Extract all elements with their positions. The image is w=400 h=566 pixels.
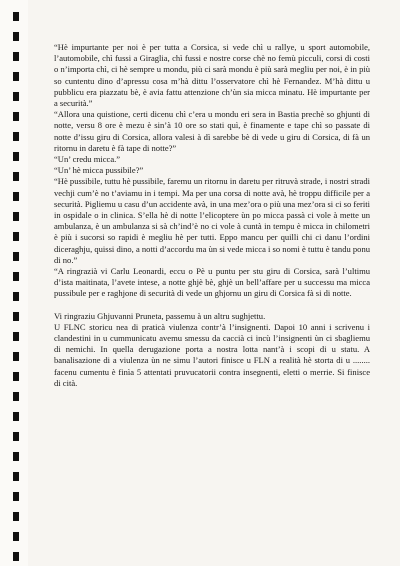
binding-hole <box>13 312 19 321</box>
spiral-binding <box>0 0 28 566</box>
binding-hole <box>13 392 19 401</box>
binding-hole <box>13 432 19 441</box>
paragraph: “Hè pussibile, tuttu hè pussibile, faremu un ritornu in daretu per ritruvà strade, i nostri stradi vechji cum’è no t’aviamu in i tempi. Ma per una corsa di notte avà, hè troppu difficile per a securità. Pigliemu u casu d’un accidente avà, in una mez’ora o più una mez’ora si ci so feriti in ospidale o in clinica. S’ella hè di notte l’elicoptere ùn po micca passà ci vole à mette un ambulanza, è un ambulanza si sà ch’ind’è no ci vole à cuntà in tempu è micca in chilometri è più i sucorsi so rapidi è megliu hè per tutti. Eppo mancu per quilli chi ci danu l’ordini diceraghju, quissi dino, a notti d’accordu ma ùn si vede micca i so nomi è tuttu è tandu ponu di no.” <box>54 176 370 265</box>
binding-hole <box>13 132 19 141</box>
paragraph: U FLNC storicu nea di praticà viulenza contr’à l’insignenti. Dapoi 10 anni i scrivenu i clandestini in u cummunicatu avemu smessu da caccià ci incù l’insignenti ùn ci sbagliemu di nemichi. In quella derugazione porta a nostra lotta nant’à i scopi di u statu. A banalisazione di a viulenza ùn ne simu l’autori finisce u FLN a realità hè storta di u ........ facenu cumentu è finìa 5 attentati pruvucatorii contra insegnenti, eletti o merrie. Si finisce di cità. <box>54 321 370 388</box>
binding-hole <box>13 452 19 461</box>
binding-hole <box>13 12 19 21</box>
binding-hole <box>13 92 19 101</box>
paragraph: “Allora una quistione, certi dicenu chì c’era u mondu eri sera in Bastia prechè so ghjunti di notte, versu 8 ore è mezu è sin’à 10 ore so stati quì, è finamente e tape chì so passate di notte d’issu giru di Corsica, allora valesi à dì sarebbe bè di vede u giru di Corsica, di fà un ritornu in daretu è fà tape di notte?” <box>54 109 370 153</box>
binding-hole <box>13 532 19 541</box>
binding-hole <box>13 232 19 241</box>
binding-hole <box>13 512 19 521</box>
binding-hole <box>13 412 19 421</box>
paragraph: “Hè impurtante per noi è per tutta a Corsica, si vede chì u rallye, u sport automobile, l’automobile, chì fussi a Giraglia, chì fussi e nostre corse chè no femù picculi, corsi di costi o n’importa chì, ci hè sempre u mondu, più ci sarà mondu è più sarà megliu per noi, è in più so cuntentu dino d’apressu cosa m’hà dittu l’osservatore chì hè Fernandez. M’hà dittu u pubblicu era piazzatu bè, è avia fattu attenzione ch’ùn sia micca minatu. Hè impurtante per a securità.” <box>54 42 370 109</box>
binding-hole <box>13 172 19 181</box>
binding-hole <box>13 332 19 341</box>
binding-hole <box>13 52 19 61</box>
binding-hole <box>13 32 19 41</box>
body-text <box>54 42 370 389</box>
binding-hole <box>13 112 19 121</box>
binding-hole <box>13 192 19 201</box>
paragraph: Vi ringraziu Ghjuvanni Pruneta, passemu à un altru sughjettu. <box>54 310 266 321</box>
binding-hole <box>13 292 19 301</box>
binding-hole <box>13 152 19 161</box>
paragraph-gap <box>54 300 370 311</box>
paragraph: “A ringrazià vi Carlu Leonardi, eccu o Pè u puntu per stu giru di Corsica, sarà l’ultimu d’ista maitinata, l’avete intese, a notte ghjè bè, ghjè un bell’affare per u successu ma micca pussibule per e raghjone di securità di vede un ghjornu un giru di Corsica fà si di notte. <box>54 266 370 299</box>
binding-hole <box>13 492 19 501</box>
paragraph: “Un’ hè micca pussibile?” <box>54 165 144 176</box>
paragraph: “Un’ credu micca.” <box>54 154 121 165</box>
binding-hole <box>13 252 19 261</box>
binding-hole <box>13 472 19 481</box>
binding-hole <box>13 212 19 221</box>
binding-hole <box>13 372 19 381</box>
binding-hole <box>13 352 19 361</box>
binding-hole <box>13 552 19 561</box>
binding-hole <box>13 272 19 281</box>
binding-hole <box>13 72 19 81</box>
